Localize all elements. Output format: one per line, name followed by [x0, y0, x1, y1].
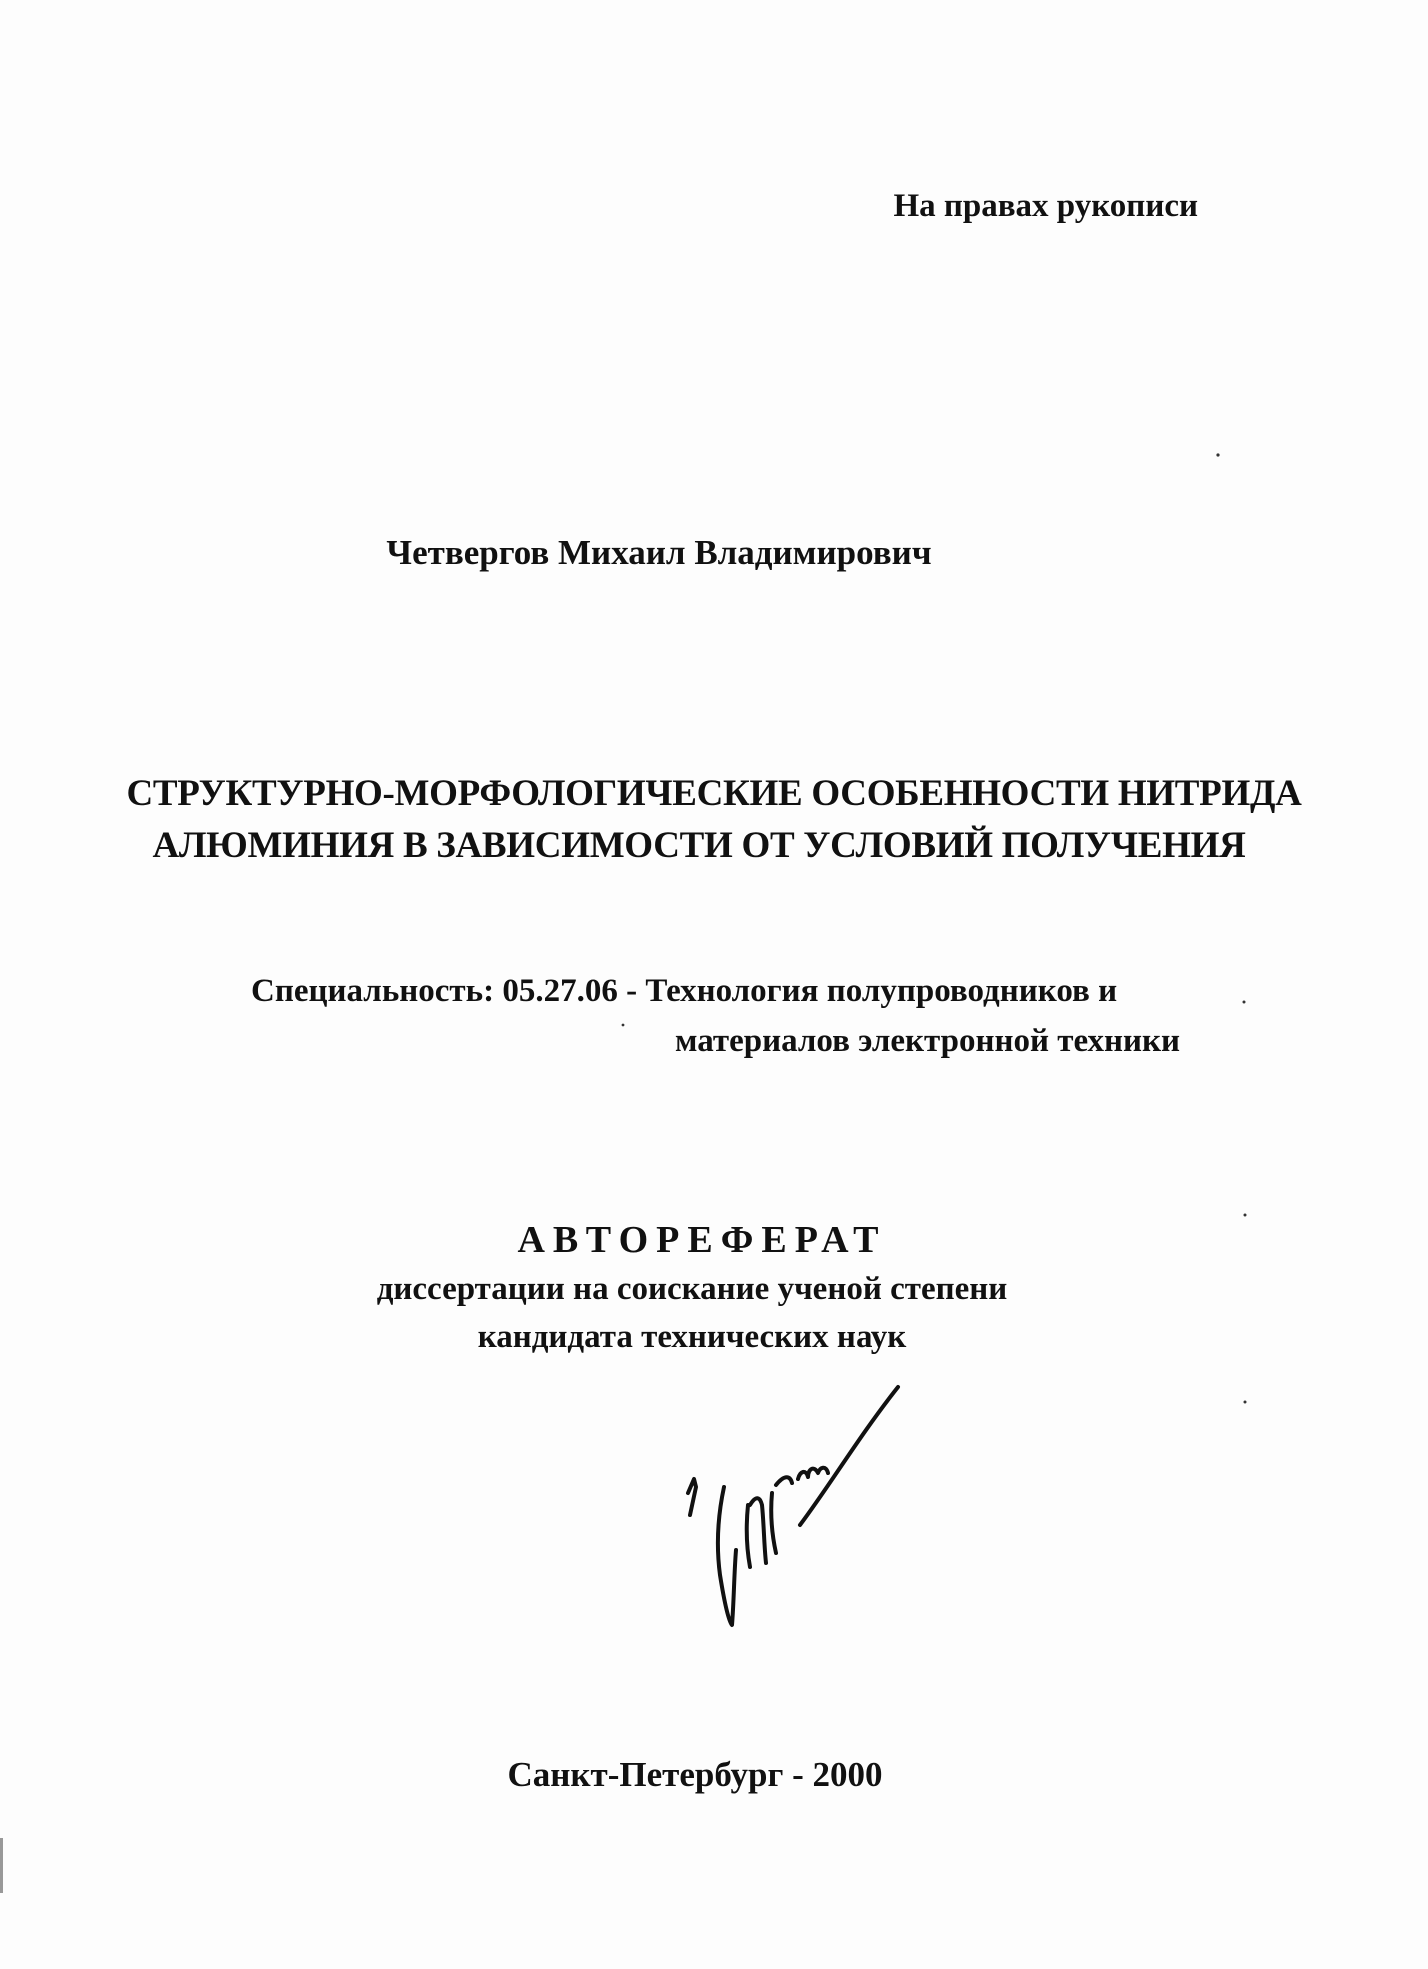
- title-line-1: СТРУКТУРНО-МОРФОЛОГИЧЕСКИЕ ОСОБЕННОСТИ НИТРИДА: [126, 773, 1302, 814]
- manuscript-note: На правах рукописи: [893, 188, 1198, 224]
- specialty-line-1: Специальность: 05.27.06 - Технология полупроводников и: [251, 973, 1118, 1009]
- degree-line-2: кандидата технических наук: [477, 1319, 907, 1355]
- abstract-heading: АВТОРЕФЕРАТ: [517, 1219, 887, 1261]
- handwritten-signature: [680, 1375, 920, 1635]
- title-line-2: АЛЮМИНИЯ В ЗАВИСИМОСТИ ОТ УСЛОВИЙ ПОЛУЧЕНИЯ: [152, 825, 1246, 866]
- specialty-line-2: материалов электронной техники: [675, 1023, 1181, 1059]
- author-name: Четвергов Михаил Владимирович: [386, 533, 932, 572]
- place-and-year: Санкт-Петербург - 2000: [507, 1755, 883, 1794]
- degree-line-1: диссертации на соискание ученой степени: [376, 1271, 1008, 1307]
